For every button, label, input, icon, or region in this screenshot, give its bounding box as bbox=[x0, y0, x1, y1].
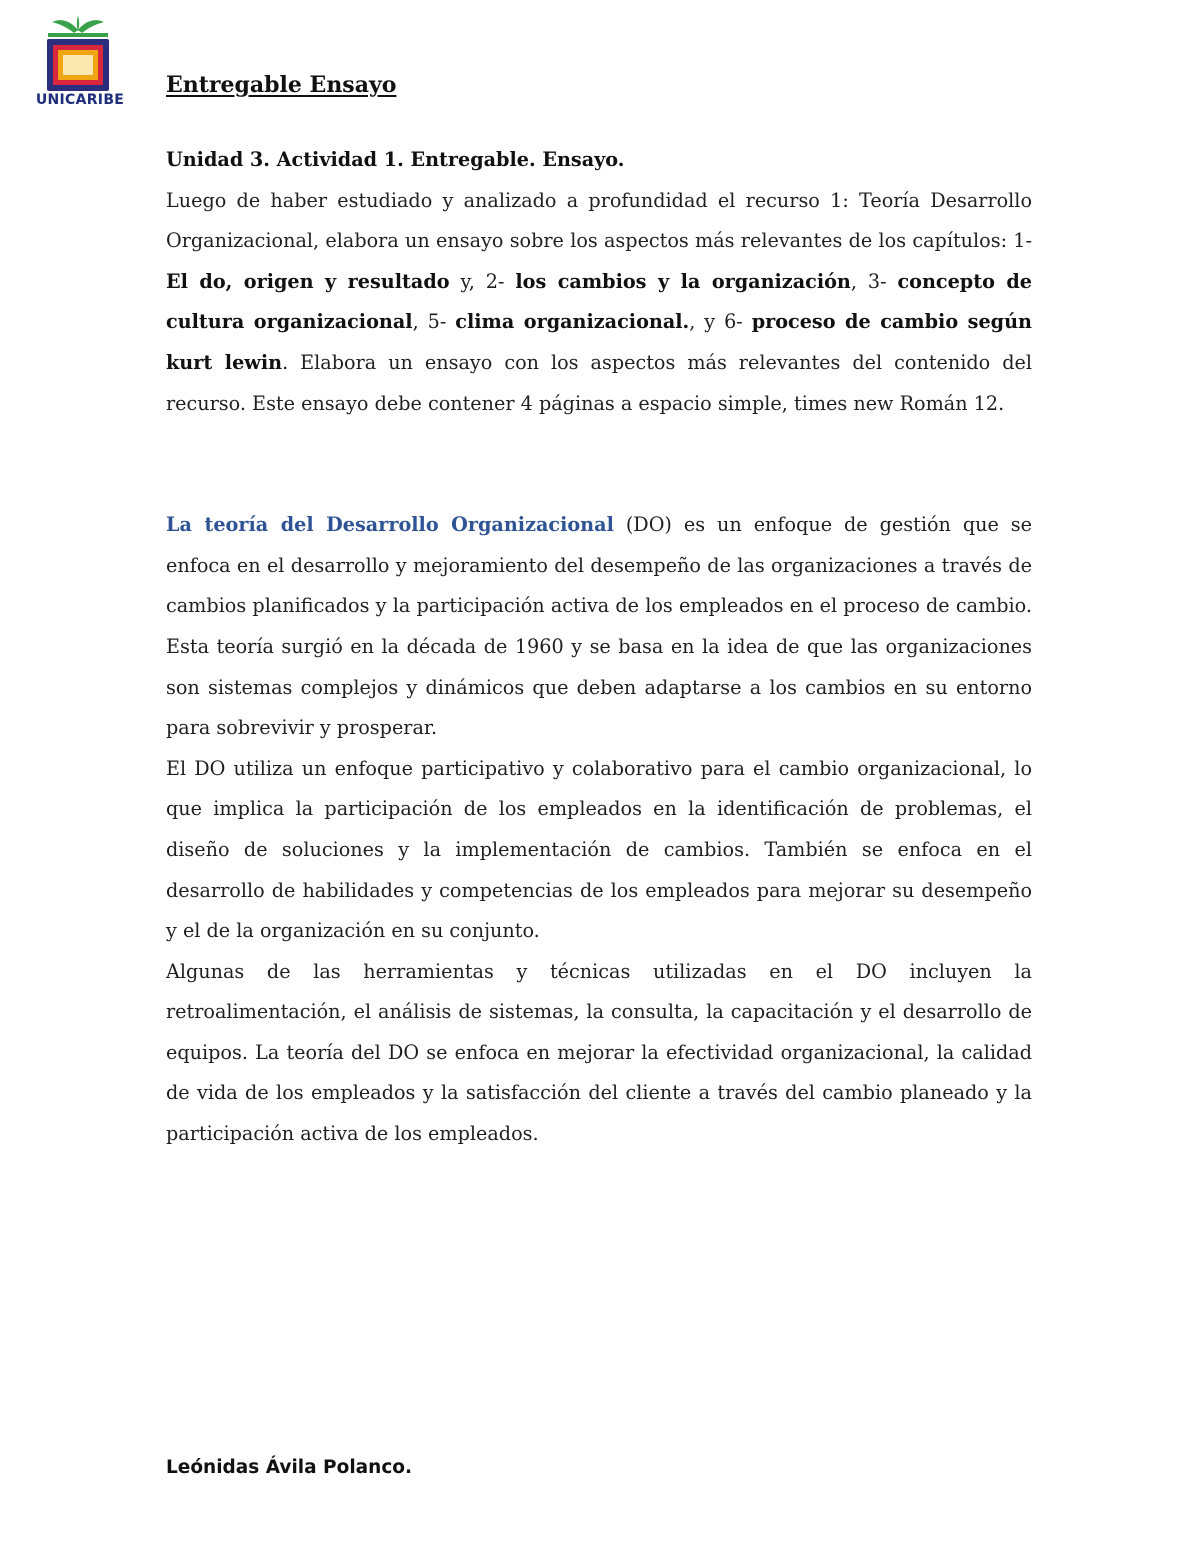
activity-subheading: Unidad 3. Actividad 1. Entregable. Ensayo. bbox=[166, 148, 625, 171]
document-title: Entregable Ensayo bbox=[166, 72, 397, 98]
essay-topic-highlight: La teoría del Desarrollo Organizacional bbox=[166, 513, 614, 537]
instructions-text: Luego de haber estudiado y analizado a profundidad el recurso 1: Teoría Desarrollo Organizacional, elabora un ensayo sobre los aspectos más relevantes de los capítulos: 1- bbox=[166, 188, 1032, 253]
essay-paragraph-1 bbox=[166, 505, 1032, 749]
chapter-1-label: El do, origen y resultado bbox=[166, 269, 450, 293]
essay-paragraph-3: Algunas de las herramientas y técnicas utilizadas en el DO incluyen la retroalimentación, el análisis de sistemas, la consulta, la capacitación y el desarrollo de equipos. La teoría del DO se enfoca en mejorar la efectividad organizacional, la calidad de vida de los empleados y la satisfacción del cliente a través del cambio planeado y la participación activa de los empleados. bbox=[166, 959, 1032, 1146]
instructions-text: , y 6- bbox=[689, 310, 752, 334]
author-name: Leónidas Ávila Polanco. bbox=[166, 1457, 413, 1478]
essay-text: (DO) es un enfoque de gestión que se enfoca en el desarrollo y mejoramiento del desempeño de las organizaciones a través de cambios planificados y la participación activa de los empleados en el proceso de cambio. Esta teoría surgió en la década de 1960 y se basa en la idea de que las organizaciones son sistemas complejos y dinámicos que deben adaptarse a los cambios en su entorno para sobrevivir y prosperar. bbox=[166, 513, 1032, 740]
chapter-6-label: proceso de cambio según kurt lewin bbox=[166, 310, 1032, 374]
unicaribe-logo bbox=[30, 16, 126, 110]
essay-paragraph-2: El DO utiliza un enfoque participativo y colaborativo para el cambio organizacional, lo que implica la participación de los empleados en la identificación de problemas, el diseño de soluciones y la implementación de cambios. También se enfoca en el desarrollo de habilidades y competencias de los empleados para mejorar su desempeño y el de la organización en su conjunto. bbox=[166, 756, 1032, 943]
logo-emblem-icon bbox=[30, 16, 126, 96]
chapter-5-label: clima organizacional. bbox=[455, 310, 690, 334]
document-body bbox=[166, 140, 1032, 1155]
section-spacer bbox=[166, 424, 1032, 505]
instructions-text: . Elabora un ensayo con los aspectos más relevantes del contenido del recurso. Este ensayo debe contener 4 páginas a espacio simple, times new Román 12. bbox=[166, 350, 1032, 415]
instructions-text: , 3- bbox=[850, 269, 898, 293]
instructions-text: y, 2- bbox=[449, 269, 516, 293]
chapter-3-label: concepto de cultura organizacional bbox=[166, 269, 1032, 334]
logo-wordmark: UNICARIBE bbox=[35, 92, 125, 108]
instructions-text: , 5- bbox=[412, 310, 456, 334]
chapter-2-label: los cambios y la organización bbox=[515, 269, 851, 293]
instructions-paragraph bbox=[166, 181, 1032, 425]
